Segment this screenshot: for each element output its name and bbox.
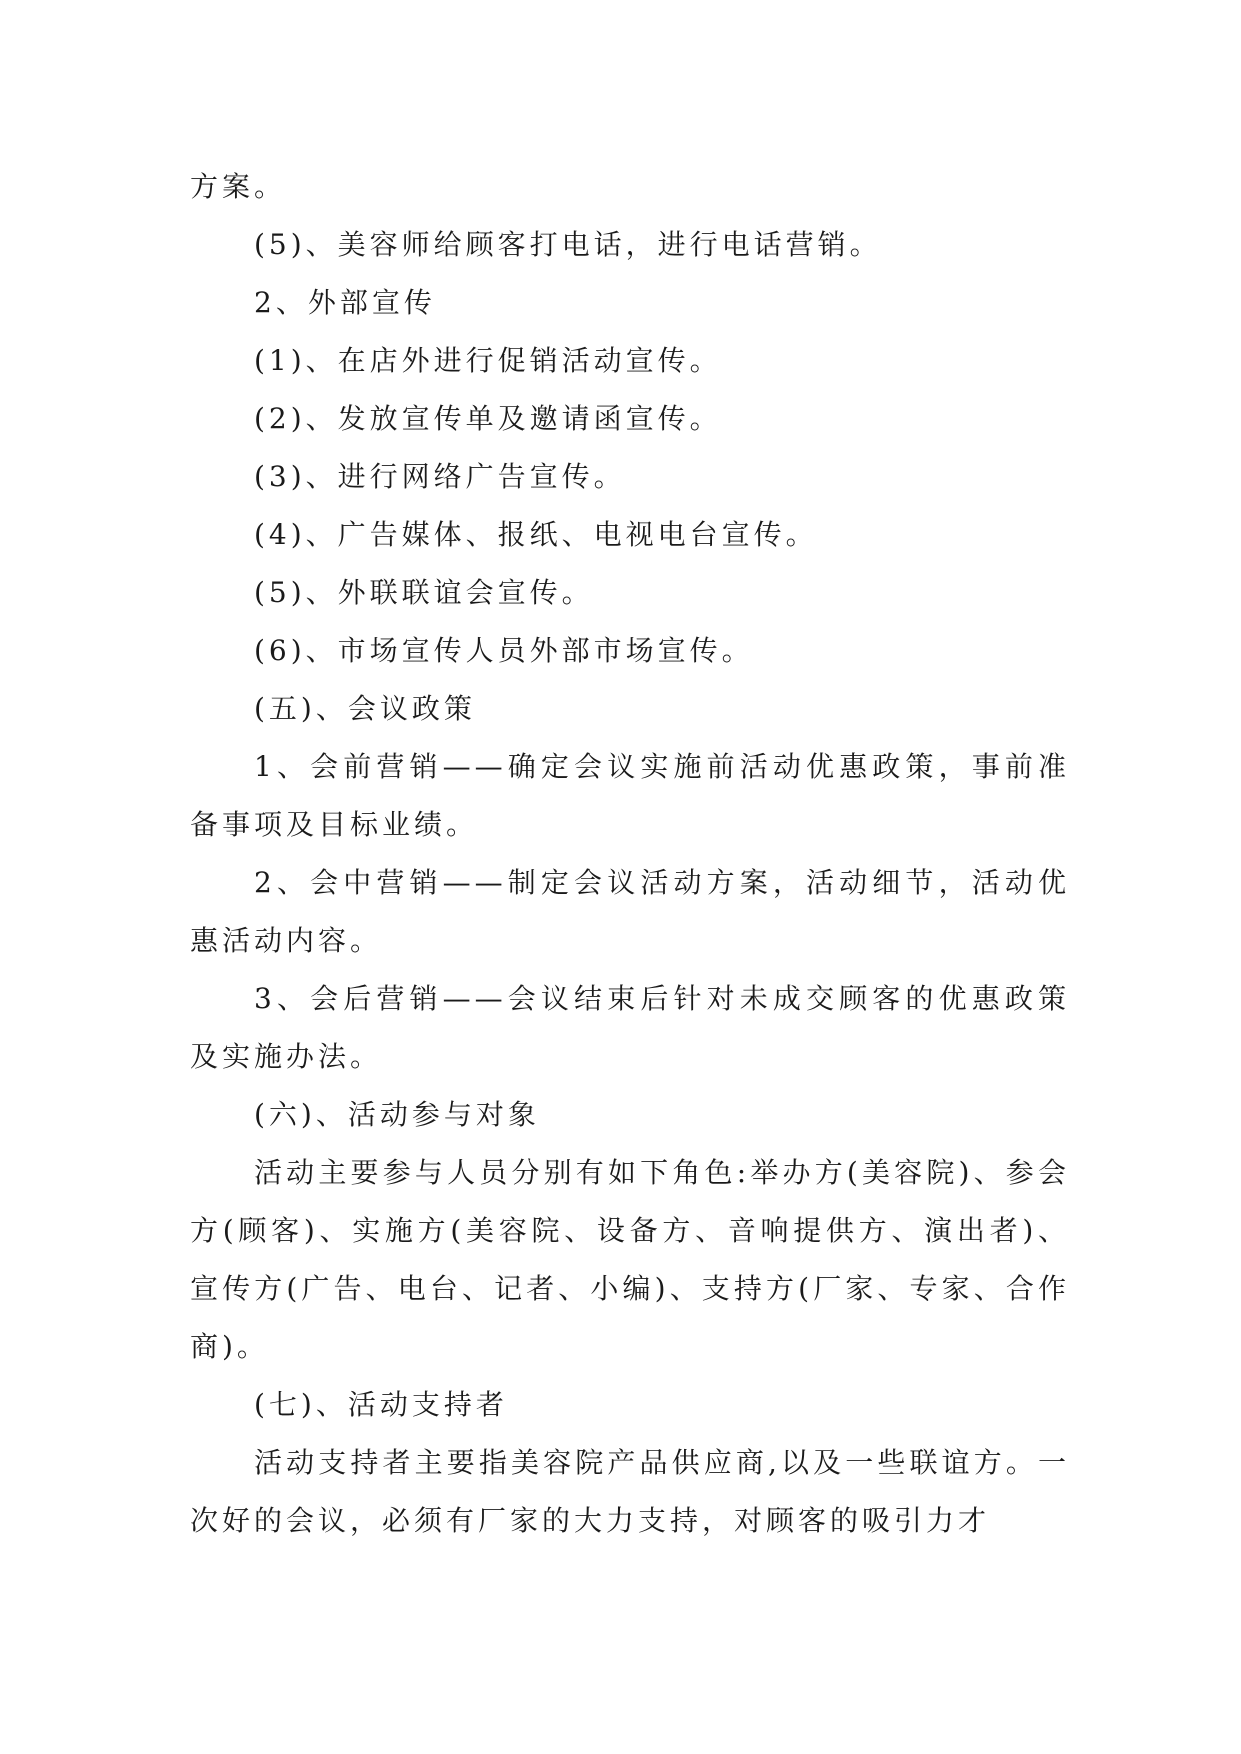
document-body xyxy=(190,158,1070,1550)
section-heading: (七)、活动支持者 xyxy=(254,1388,508,1421)
paragraph: 方案。 xyxy=(190,170,287,203)
paragraph: (4)、广告媒体、报纸、电视电台宣传。 xyxy=(254,518,818,551)
section-heading: (六)、活动参与对象 xyxy=(254,1098,540,1131)
paragraph: 活动主要参与人员分别有如下角色:举办方(美容院)、参会方(顾客)、实施方(美容院、设备方、音响提供方、演出者)、宣传方(广告、电台、记者、小编)、支持方(厂家、专家、合作商)。 xyxy=(190,1156,1070,1363)
paragraph: 活动支持者主要指美容院产品供应商,以及一些联谊方。一次好的会议，必须有厂家的大力支持，对顾客的吸引力才 xyxy=(190,1446,1070,1537)
paragraph: 3、会后营销——会议结束后针对未成交顾客的优惠政策及实施办法。 xyxy=(190,982,1070,1073)
section-heading: (五)、会议政策 xyxy=(254,692,476,725)
paragraph: (5)、美容师给顾客打电话，进行电话营销。 xyxy=(254,228,882,261)
section-heading: 2、外部宣传 xyxy=(254,286,436,319)
paragraph: 2、会中营销——制定会议活动方案，活动细节，活动优惠活动内容。 xyxy=(190,866,1070,957)
paragraph: (5)、外联联谊会宣传。 xyxy=(254,576,594,609)
paragraph: (1)、在店外进行促销活动宣传。 xyxy=(254,344,722,377)
paragraph: 1、会前营销——确定会议实施前活动优惠政策，事前准备事项及目标业绩。 xyxy=(190,750,1070,841)
paragraph: (3)、进行网络广告宣传。 xyxy=(254,460,626,493)
paragraph: (6)、市场宣传人员外部市场宣传。 xyxy=(254,634,754,667)
paragraph: (2)、发放宣传单及邀请函宣传。 xyxy=(254,402,722,435)
